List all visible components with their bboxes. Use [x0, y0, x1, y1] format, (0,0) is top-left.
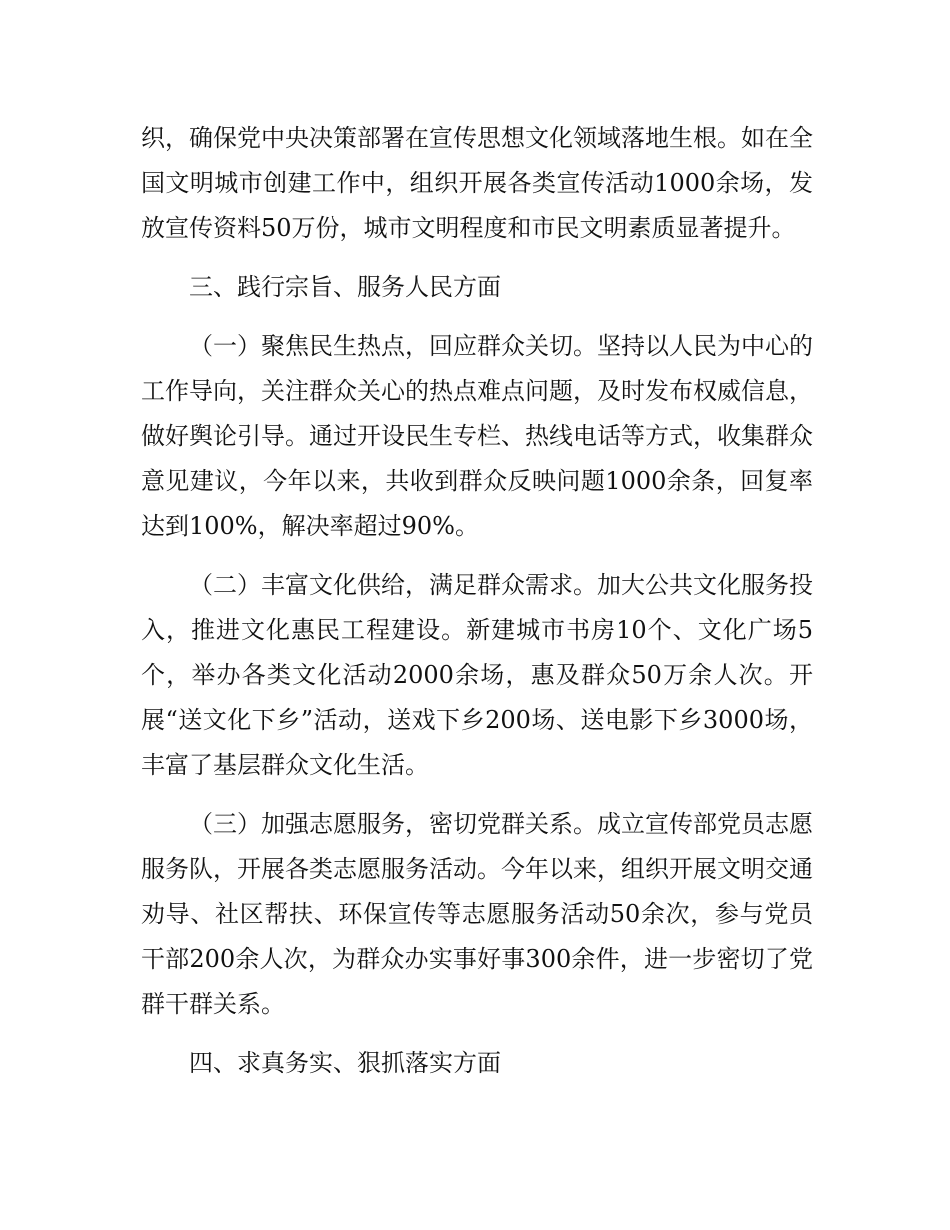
paragraph-3-1: （一）聚焦民生热点，回应群众关切。坚持以人民为中心的工作导向，关注群众关心的热点难点问题，及时发布权威信息，做好舆论引导。通过开设民生专栏、热线电话等方式，收集群众意见建议，今年以来，共收到群众反映问题1000余条，回复率达到100%，解决率超过90%。: [141, 332, 813, 540]
paragraph-continued: 织，确保党中央决策部署在宣传思想文化领域落地生根。如在全国文明城市创建工作中，组织开展各类宣传活动1000余场，发放宣传资料50万份，城市文明程度和市民文明素质显著提升。: [141, 124, 813, 242]
section-heading-4: 四、求真务实、狠抓落实方面: [189, 1049, 501, 1077]
paragraph-3-3: （三）加强志愿服务，密切党群关系。成立宣传部党员志愿服务队，开展各类志愿服务活动。今年以来，组织开展文明交通劝导、社区帮扶、环保宣传等志愿服务活动50余次，参与党员干部200余人次，为群众办实事好事300余件，进一步密切了党群干群关系。: [141, 810, 813, 1018]
document-body: [141, 116, 813, 1100]
section-heading-3: 三、践行宗旨、服务人民方面: [189, 273, 501, 301]
paragraph-3-2: （二）丰富文化供给，满足群众需求。加大公共文化服务投入，推进文化惠民工程建设。新建城市书房10个、文化广场5个，举办各类文化活动2000余场，惠及群众50万余人次。开展“送文化下乡”活动，送戏下乡200场、送电影下乡3000场，丰富了基层群众文化生活。: [141, 571, 813, 779]
